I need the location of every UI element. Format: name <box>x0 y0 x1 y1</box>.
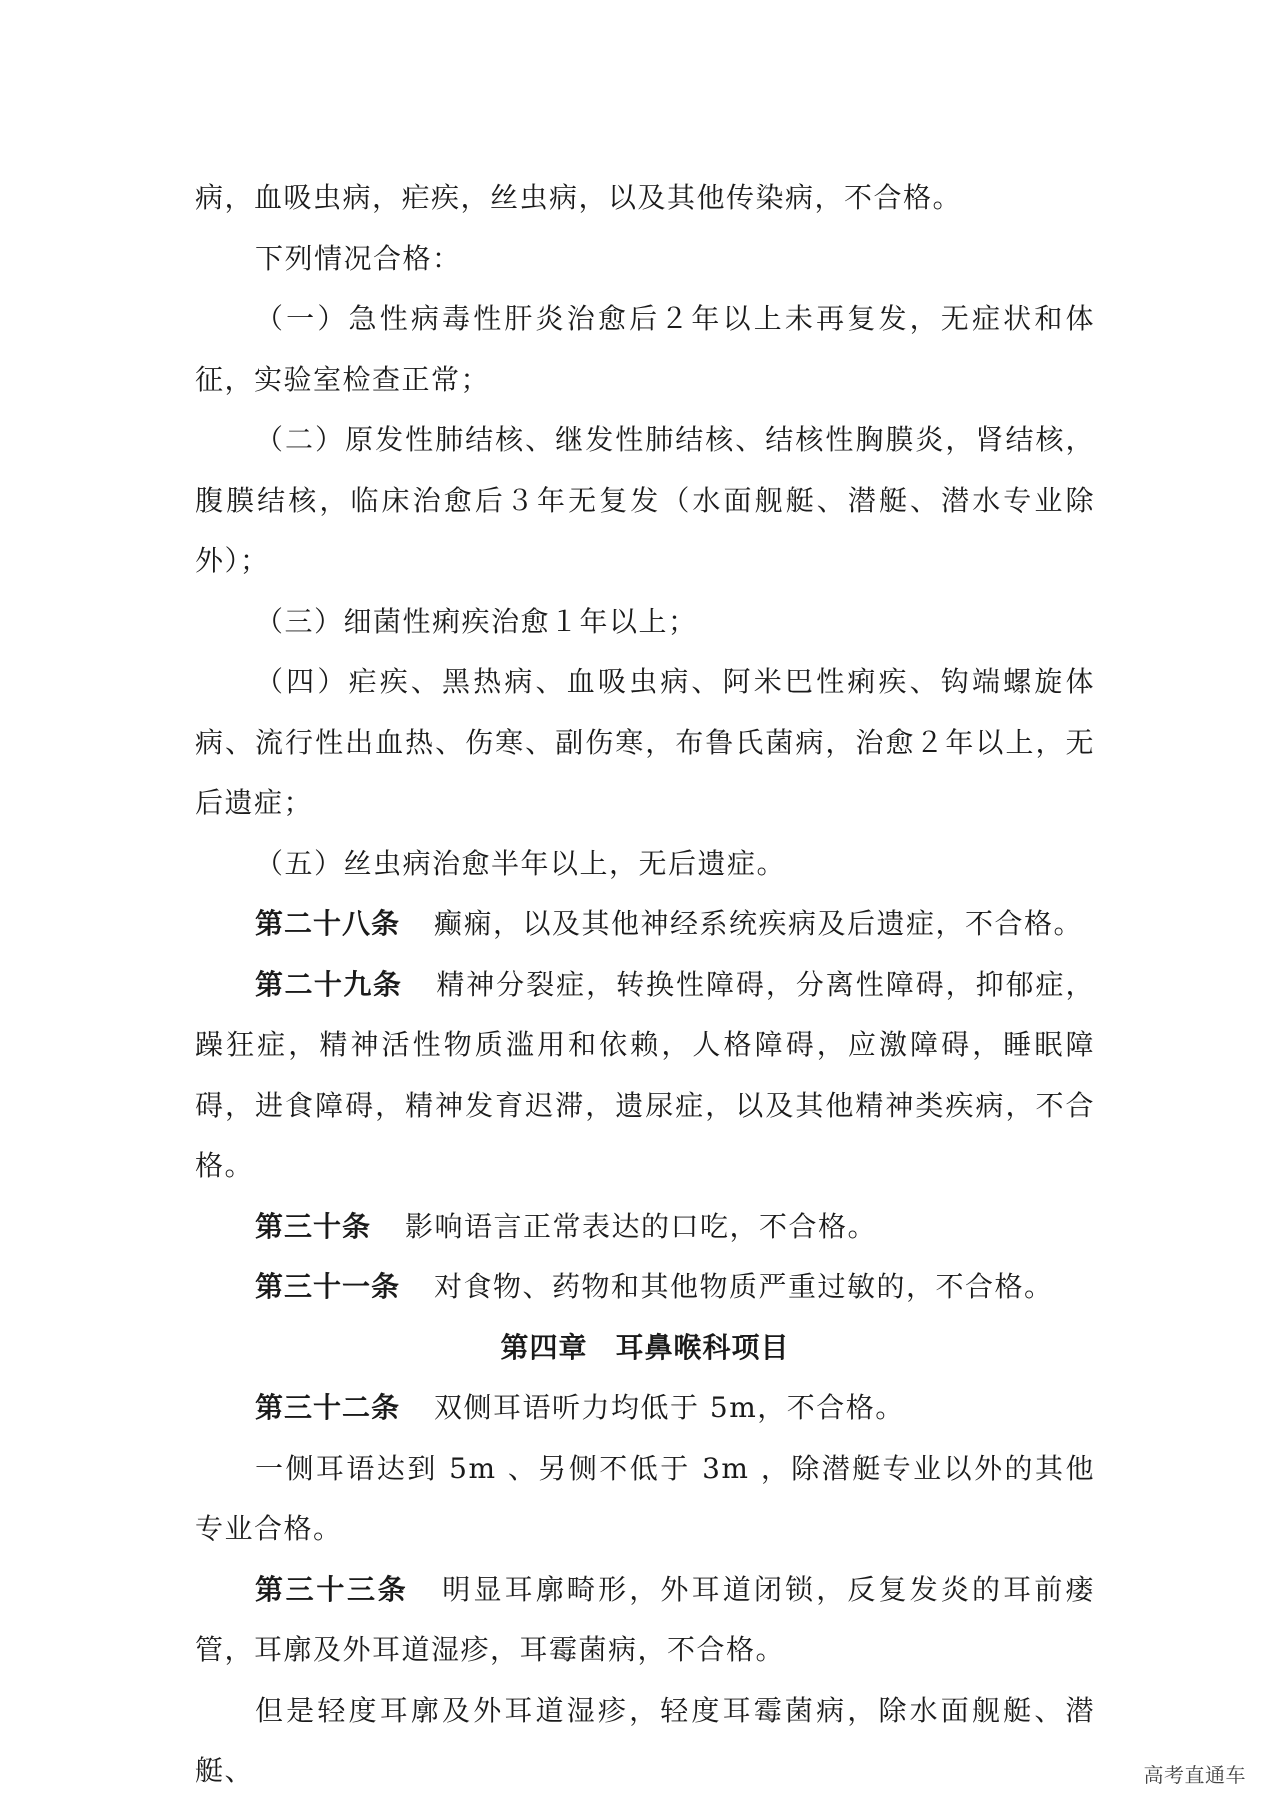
paragraph: 下列情况合格： <box>255 241 462 275</box>
paragraph: 一侧耳语达到 5m 、另侧不低于 3m ，除潜艇专业以外的其他专业合格。 <box>195 1451 1095 1545</box>
list-item: （二）原发性肺结核、继发性肺结核、结核性胸膜炎，肾结核，腹膜结核，临床治愈后３年无复发（水面舰艇、潜艇、潜水专业除外）； <box>195 423 1095 577</box>
article-text: 对食物、药物和其他物质严重过敏的，不合格。 <box>434 1270 1054 1303</box>
article-33 <box>195 1560 1095 1681</box>
watermark: 高考直通车 <box>1143 1763 1246 1787</box>
article-number: 第二十九条 <box>255 967 403 1001</box>
article-number: 第三十二条 <box>255 1391 401 1424</box>
paragraph: 但是轻度耳廓及外耳道湿疹，轻度耳霉菌病，除水面舰艇、潜艇、 <box>195 1693 1095 1787</box>
chapter-title: 耳鼻喉科项目 <box>615 1330 790 1364</box>
article-text: 精神分裂症，转换性障碍，分离性障碍，抑郁症，躁狂症，精神活性物质滥用和依赖，人格障碍，应激障碍，睡眠障碍，进食障碍，精神发育迟滞，遗尿症，以及其他精神类疾病，不合格。 <box>195 967 1095 1182</box>
article-text: 双侧耳语听力均低于 5m，不合格。 <box>434 1391 905 1424</box>
article-number: 第三十三条 <box>255 1572 409 1606</box>
list-item: （五）丝虫病治愈半年以上，无后遗症。 <box>255 846 787 880</box>
article-text: 影响语言正常表达的口吃，不合格。 <box>405 1209 878 1243</box>
article-number: 第三十条 <box>255 1209 372 1243</box>
article-29 <box>195 955 1095 1197</box>
list-item: （一）急性病毒性肝炎治愈后２年以上未再复发，无症状和体征，实验室检查正常； <box>195 302 1095 396</box>
paragraph: 病，血吸虫病，疟疾，丝虫病，以及其他传染病，不合格。 <box>195 181 963 214</box>
list-item: （四）疟疾、黑热病、血吸虫病、阿米巴性痢疾、钩端螺旋体病、流行性出血热、伤寒、副伤寒，布鲁氏菌病，治愈２年以上，无后遗症； <box>195 665 1095 819</box>
document-page <box>195 168 1095 1802</box>
article-text: 癫痫，以及其他神经系统疾病及后遗症，不合格。 <box>434 907 1084 940</box>
article-number: 第三十一条 <box>255 1270 401 1303</box>
chapter-heading <box>195 1318 1095 1379</box>
article-number: 第二十八条 <box>255 907 401 940</box>
article-30 <box>195 1197 1095 1258</box>
article-28 <box>195 894 1095 955</box>
chapter-number: 第四章 <box>500 1330 588 1364</box>
article-text: 明显耳廓畸形，外耳道闭锁，反复发炎的耳前瘘管，耳廓及外耳道湿疹，耳霉菌病，不合格。 <box>195 1572 1095 1666</box>
list-item: （三）细菌性痢疾治愈１年以上； <box>255 604 698 638</box>
article-32 <box>195 1378 1095 1439</box>
article-31 <box>195 1257 1095 1318</box>
